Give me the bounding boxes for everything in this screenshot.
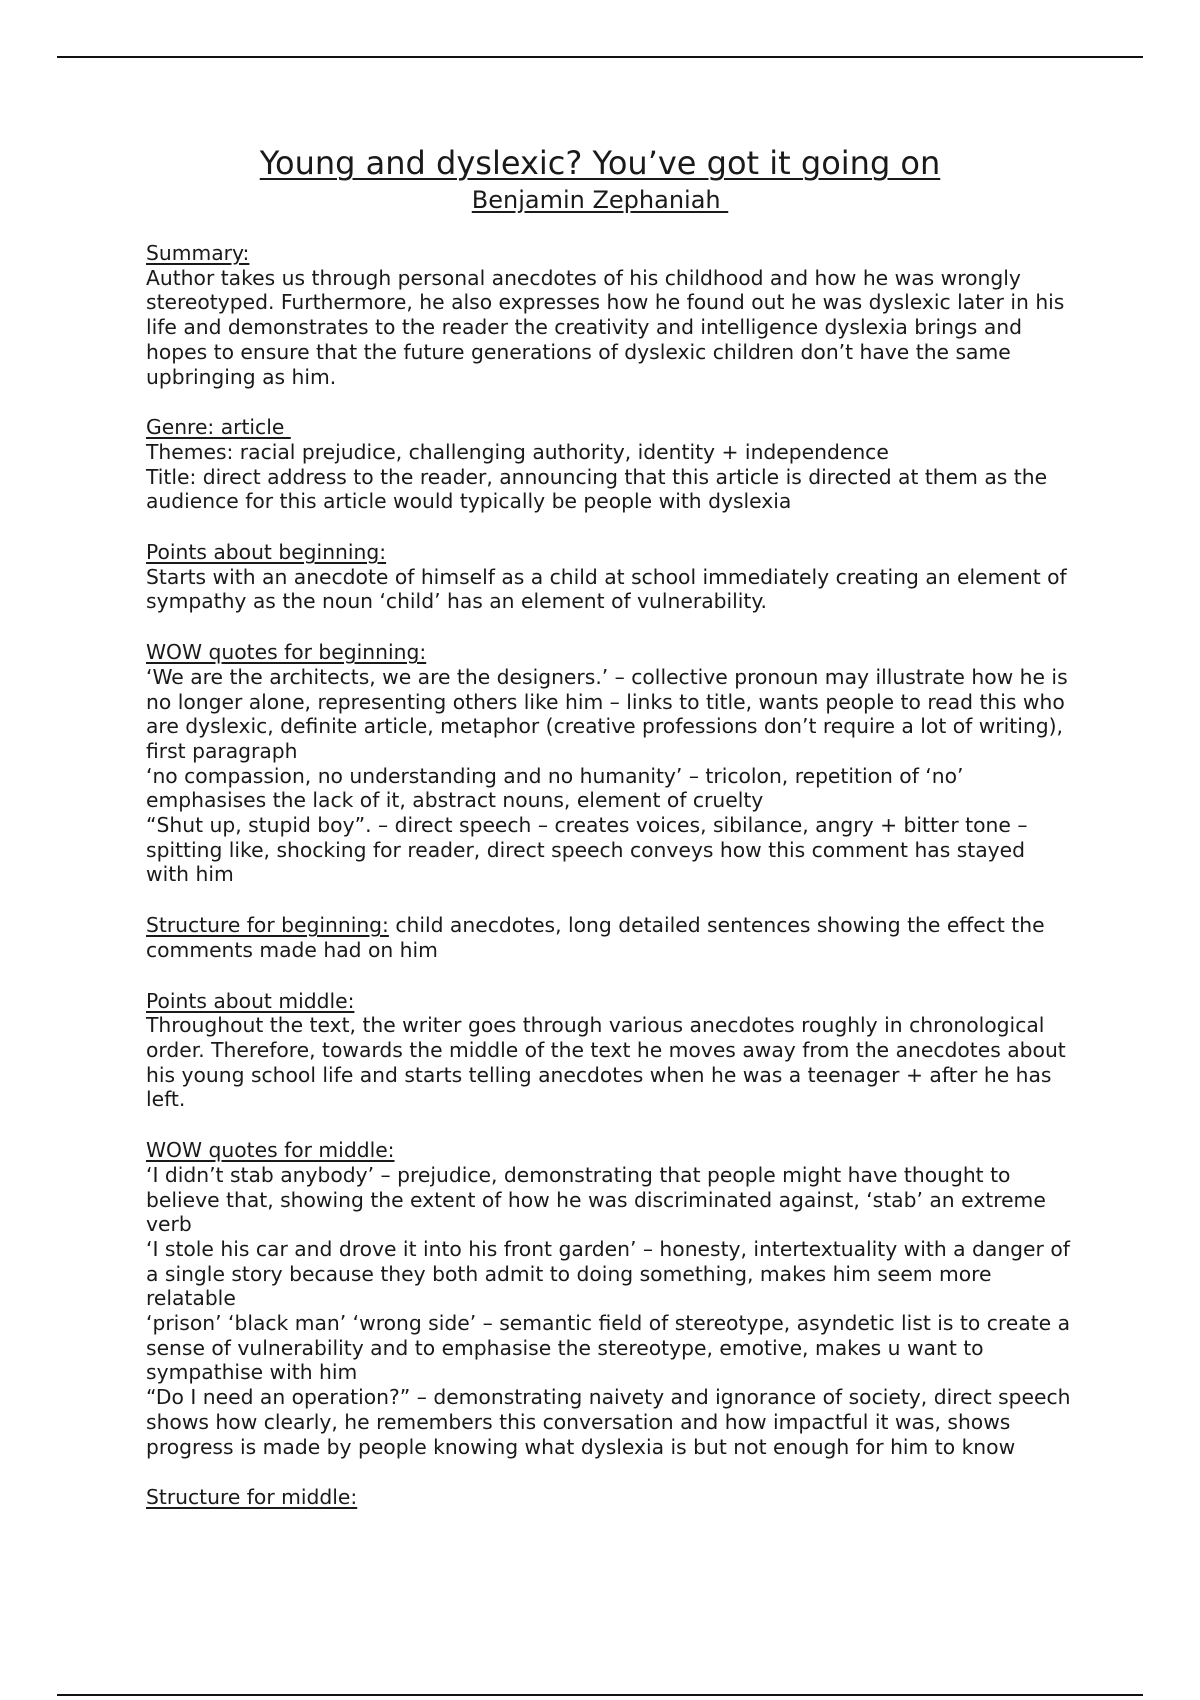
author-name: Benjamin Zephaniah	[471, 186, 729, 214]
quote-analysis: ‘I stole his car and drove it into his front garden’ – honesty, intertextuality with a danger of a single story because they both admit to doing something, makes him seem more relatable	[146, 1236, 1070, 1311]
page-top-rule	[57, 56, 1143, 58]
quote-analysis: ‘no compassion, no understanding and no humanity’ – tricolon, repetition of ‘no’ emphasises the lack of it, abstract nouns, element of cruelty	[146, 763, 964, 813]
section-structure-beginning	[146, 913, 1071, 962]
section-paragraph: Themes: racial prejudice, challenging authority, identity + independence	[146, 439, 889, 464]
section-paragraph: Author takes us through personal anecdotes of his childhood and how he was wrongly stereotyped. Furthermore, he also expresses how he found out he was dyslexic later in his life and demonstrates to the reader the creativity and intelligence dyslexia brings and hopes to ensure that the future generations of dyslexic children don’t have the same upbringing as him.	[146, 265, 1065, 389]
quote-analysis: ‘prison’ ‘black man’ ‘wrong side’ – semantic field of stereotype, asyndetic list is to create a sense of vulnerability and to emphasise the stereotype, emotive, makes u want to sympathise with him	[146, 1311, 1070, 1385]
section-heading: Points about beginning:	[146, 540, 387, 565]
section-structure-middle	[146, 1485, 1071, 1510]
quote-analysis: “Do I need an operation?” – demonstrating naivety and ignorance of society, direct speech shows how clearly, he remembers this conversation and how impactful it was, shows progress is made by people knowing what dyslexia is but not enough for him to know	[146, 1385, 1071, 1459]
section-points-middle	[146, 989, 1071, 1113]
section-points-beginning	[146, 540, 1071, 614]
section-wow-quotes-middle	[146, 1138, 1071, 1459]
section-heading: Genre: article	[146, 415, 291, 440]
quote-analysis: “Shut up, stupid boy”. – direct speech – creates voices, sibilance, angry + bitter tone – spitting like, shocking for reader, direct speech conveys how this comment has stayed with him	[146, 813, 1028, 887]
quote-analysis: ‘We are the architects, we are the designers.’ – collective pronoun may illustrate how he is no longer alone, representing others like him – links to title, wants people to read this who are dyslexic, definite article, metaphor (creative professions don’t require a lot of writing), first paragraph	[146, 664, 1068, 763]
section-summary	[146, 241, 1071, 389]
section-heading: Structure for middle:	[146, 1485, 358, 1510]
section-wow-quotes-beginning	[146, 640, 1071, 887]
section-heading: Summary:	[146, 241, 250, 265]
section-genre	[146, 415, 1071, 514]
page-bottom-rule	[57, 1694, 1143, 1696]
section-paragraph	[146, 913, 1071, 962]
section-inline-text: child anecdotes, long detailed sentences showing the effect the comments made had on him	[146, 913, 1045, 962]
section-paragraph: Throughout the text, the writer goes through various anecdotes roughly in chronological order. Therefore, towards the middle of the text he moves away from the anecdotes about his young school life and starts telling anecdotes when he was a teenager + after he has left.	[146, 1013, 1066, 1112]
page-title: Young and dyslexic? You’ve got it going on	[259, 144, 941, 182]
quote-analysis: ‘I didn’t stab anybody’ – prejudice, demonstrating that people might have thought to believe that, showing the extent of how he was discriminated against, ‘stab’ an extreme verb	[146, 1162, 1046, 1237]
section-heading: Points about middle:	[146, 988, 355, 1013]
section-paragraph: Starts with an anecdote of himself as a child at school immediately creating an element of sympathy as the noun ‘child’ has an element of vulnerability.	[146, 564, 1067, 614]
page-author	[0, 185, 1200, 215]
section-heading: Structure for beginning:	[146, 913, 389, 938]
section-heading: WOW quotes for beginning:	[146, 640, 427, 665]
document-body	[146, 241, 1071, 1536]
section-paragraph: Title: direct address to the reader, announcing that this article is directed at them as the audience for this article would typically be people with dyslexia	[146, 464, 1048, 514]
section-heading: WOW quotes for middle:	[146, 1138, 395, 1163]
